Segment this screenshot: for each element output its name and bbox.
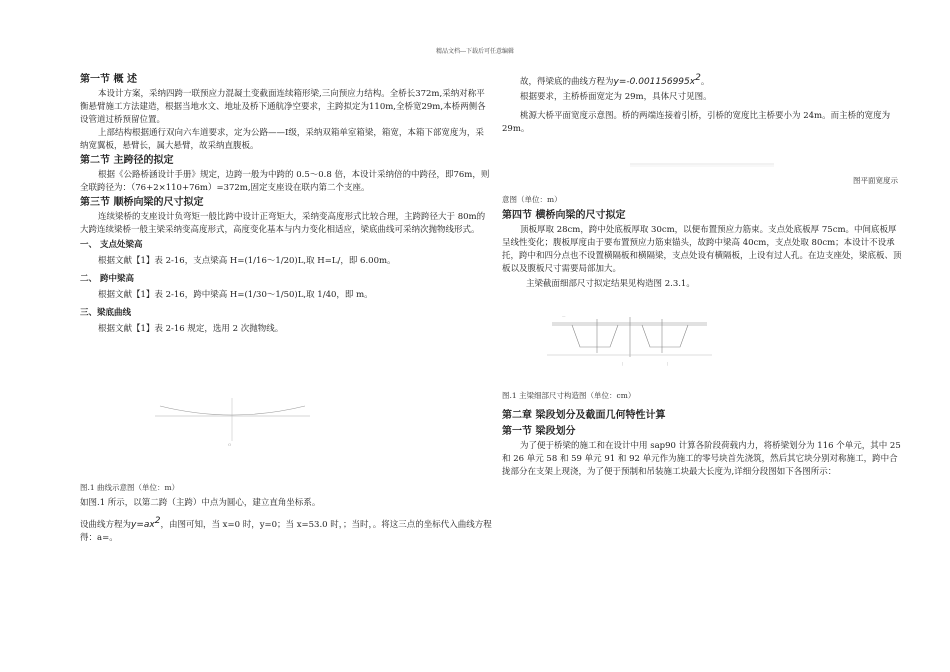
item-1-title: 一、 支点处梁高 bbox=[80, 240, 143, 250]
svg-text:O: O bbox=[228, 442, 232, 447]
result-equation-line bbox=[502, 72, 902, 89]
section-4-title: 第四节 横桥向梁的尺寸拟定 bbox=[502, 209, 626, 221]
figure-2-caption-part-2: 意图（单位：m） bbox=[502, 194, 562, 204]
section-1-title: 第一节 概 述 bbox=[80, 74, 137, 85]
cross-section-figure bbox=[502, 291, 902, 389]
section-2-title: 第二节 主跨径的拟定 bbox=[80, 155, 174, 166]
svg-text:|: | bbox=[622, 361, 624, 366]
section-4-paragraph-1: 顶板厚取 28cm，跨中处底板厚取 30cm，以便布置预应力筋束。支点处底板厚 75cm。中间底板厚呈线性变化；腹板厚度由于要布置预应力筋束锚头，故跨中梁高 40cm，支点处取 80cm；本设计不设承托，跨中和四分点也不设置横隔板和横隔梁，支点处设有横隔板，上设有过人孔。在边支座处，梁底板、顶板以及腹板尺寸需要局部加大。 bbox=[502, 224, 902, 274]
svg-text:|: | bbox=[667, 361, 669, 366]
section-1-paragraph-2: 上部结构根据通行双向六车道要求，定为公路——Ⅰ级，采纳双箱单室箱梁，箱宽，本箱下部宽度为，采纳宽翼板，悬臂长，属大悬臂，故采纳直腹板。 bbox=[80, 128, 484, 151]
item-3-text: 根据文献【1】表 2-16 规定，选用 2 次抛物线。 bbox=[98, 324, 284, 334]
curve-figure bbox=[80, 336, 492, 481]
svg-text:—: — bbox=[562, 313, 566, 318]
item-2-title: 二、 跨中梁高 bbox=[80, 274, 134, 284]
left-column bbox=[80, 72, 492, 545]
page-header: 精品文档---下载后可任意编辑 bbox=[435, 48, 515, 55]
right-column bbox=[502, 72, 902, 479]
section-2-paragraph: 根据《公路桥涵设计手册》规定，边跨一般为中跨的 0.5～0.8 倍，本设计采纳倍的中跨径，即76m，则全联跨径为：（76+2×110+76m）=372m,固定支座设在联内第二个支座。 bbox=[80, 170, 490, 193]
figure-2-caption-part-1: 图平面宽度示 bbox=[853, 175, 898, 185]
figure-3-caption: 图.1 主梁细部尺寸构造图（单位：cm） bbox=[502, 390, 636, 400]
equation-intro: 设曲线方程为 bbox=[80, 519, 132, 530]
chapter-2-section-1-title: 第一节 梁段划分 bbox=[502, 425, 576, 437]
figure-1-caption: 图.1 曲线示意图（单位：m） bbox=[80, 483, 180, 492]
result-intro: 故，得梁底的曲线方程为 bbox=[520, 76, 614, 87]
section-3-paragraph: 连续梁桥的支座设计负弯矩一般比跨中设计正弯矩大，采纳变高度形式比较合理，主跨跨径大于 80m的大跨连续梁桥一般主梁采纳变高度形式，高度变化基本与内力变化相适应，梁底曲线可采纳次抛物线形式。 bbox=[80, 212, 486, 235]
cross-section-diagram bbox=[502, 291, 902, 389]
section-1-paragraph-1: 本设计方案，采纳四跨一联预应力混凝土变截面连续箱形梁,三向预应力结构。全桥长372m,采纳对称平衡悬臂施工方法建造，根据当地水文、地址及桥下通航净空要求，主跨拟定为110m,全桥宽29m,本桥两侧各设管道过桥预留位置。 bbox=[80, 89, 486, 125]
plan-width-paragraph: 桃源大桥平面宽度示意图。桥的两端连接着引桥，引桥的宽度比主桥要小为 24m。而主桥的宽度为 29m。 bbox=[502, 110, 891, 134]
equation-continuation: ，由图可知，当 x=0 时，y=0；当 x=53.0 时，；当时，。将这三点的坐标代入曲线方程得：a=。 bbox=[80, 519, 492, 543]
item-1-text: 根据文献【1】表 2-16，支点梁高 H=(1/16～1/20)L,取 H=L/，即 6.00m。 bbox=[98, 256, 396, 266]
after-figure-paragraph-1: 如图.1 所示，以第二跨（主跨）中点为圆心，建立直角坐标系。 bbox=[80, 498, 321, 508]
plan-width-figure bbox=[502, 136, 902, 174]
result-equation-exponent: 2 bbox=[695, 73, 701, 83]
result-equation: y=-0.001156995x bbox=[613, 76, 696, 87]
curve-diagram bbox=[80, 336, 492, 481]
plan-width-diagram bbox=[502, 136, 902, 174]
chapter-2-title: 第二章 梁段划分及截面几何特性计算 bbox=[502, 409, 666, 421]
curve-equation-exponent: 2 bbox=[154, 516, 161, 526]
result-end: 。 bbox=[700, 76, 710, 87]
item-3-title: 三、梁底曲线 bbox=[80, 308, 132, 318]
bridge-width-paragraph: 根据要求，主桥桥面宽定为 29m，具体尺寸见图。 bbox=[520, 91, 712, 102]
section-3-title: 第三节 顺桥向梁的尺寸拟定 bbox=[80, 197, 204, 208]
curve-equation: y=ax bbox=[131, 519, 155, 530]
after-figure-paragraph-2 bbox=[80, 515, 492, 545]
segment-division-paragraph: 为了便于桥梁的施工和在设计中用 sap90 计算各阶段荷载内力，将桥梁划分为 116 个单元，其中 25 和 26 单元 58 和 59 单元 91 和 92 单元作为施工的零号块首先浇筑，然后其它块分别对称施工，跨中合拢部分在支架上现浇，为了便于预制和吊装施工块最大长度为,详细分段图如下各图所示： bbox=[502, 440, 901, 477]
item-2-text: 根据文献【1】表 2-16，跨中梁高 H=(1/30～1/50)L,取 1/40，即 m。 bbox=[98, 290, 373, 300]
section-4-paragraph-2: 主梁截面细部尺寸拟定结果见构造图 2.3.1。 bbox=[526, 278, 695, 289]
